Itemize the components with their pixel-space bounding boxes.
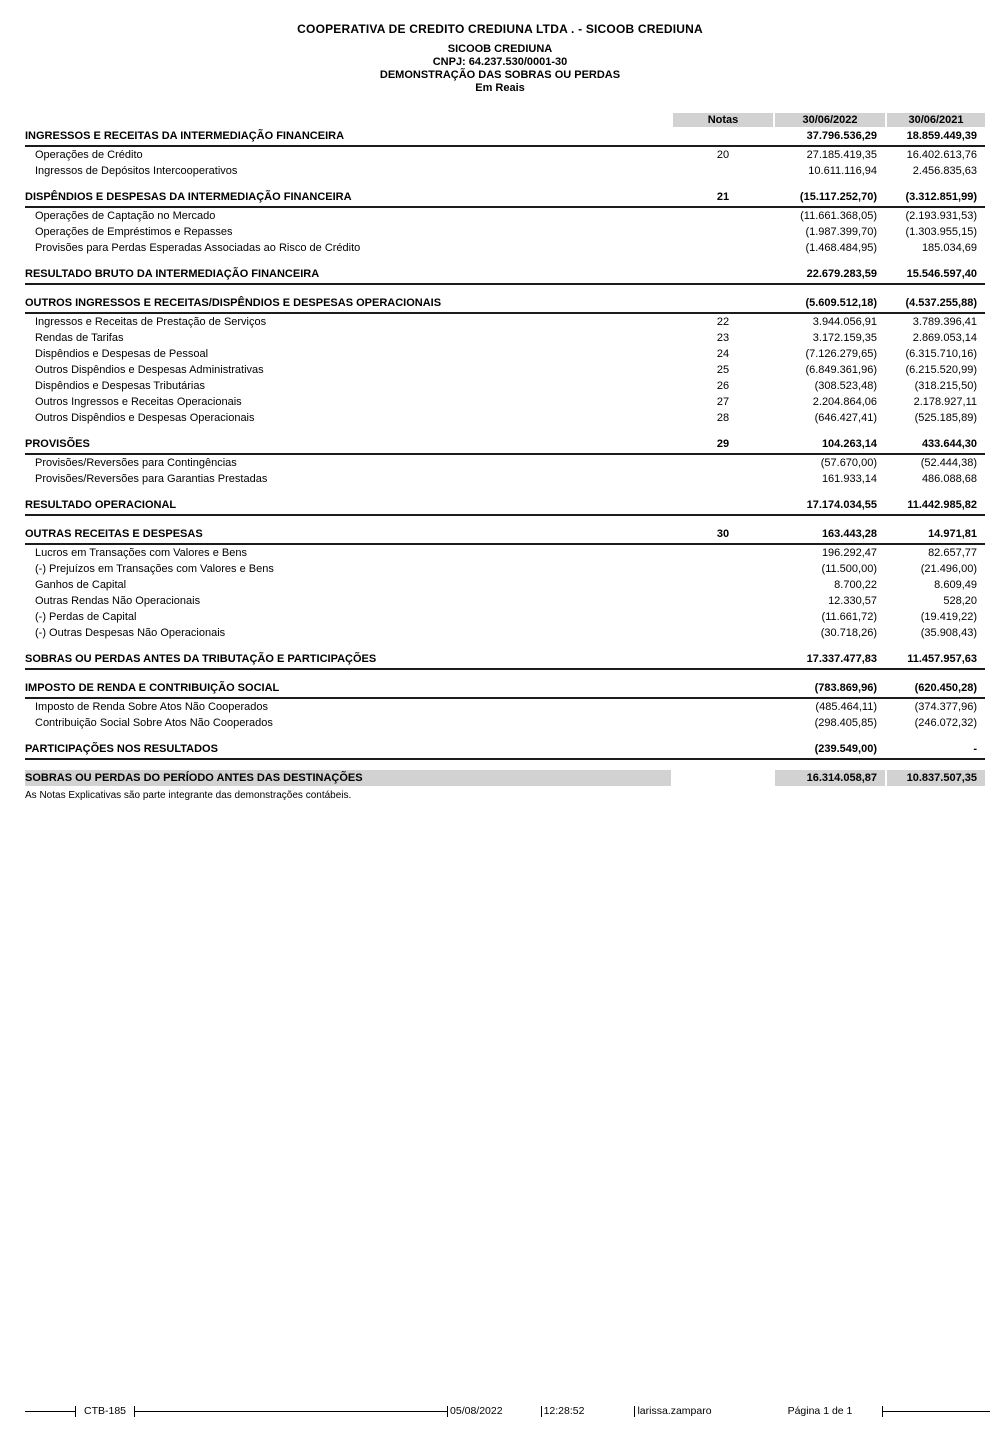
footer-report-code: CTB-185 [84, 1405, 127, 1417]
row-label: OUTROS INGRESSOS E RECEITAS/DISPÊNDIOS E DESPESAS OPERACIONAIS [25, 297, 442, 309]
row-value-2021: (2.193.931,53) [905, 210, 977, 222]
row-nota: 22 [716, 316, 730, 328]
table-row [25, 497, 985, 516]
table-row [25, 593, 985, 609]
row-value-2022: 37.796.536,29 [806, 130, 877, 142]
row-label: Operações de Captação no Mercado [35, 210, 216, 222]
table-row [25, 577, 985, 593]
row-label: IMPOSTO DE RENDA E CONTRIBUIÇÃO SOCIAL [25, 682, 280, 694]
statement-table [25, 111, 985, 801]
table-row [25, 609, 985, 625]
spacer-row [25, 641, 985, 651]
row-label: Operações de Empréstimos e Repasses [35, 226, 233, 238]
table-row [25, 163, 985, 179]
row-value-2021: (52.444,38) [920, 457, 977, 469]
column-header-period-2022: 30/06/2022 [775, 113, 885, 127]
row-value-2022: 17.174.034,55 [806, 499, 877, 511]
spacer-row [25, 426, 985, 436]
row-nota: 30 [716, 528, 730, 540]
company-name: COOPERATIVA DE CREDITO CREDIUNA LTDA . - SICOOB CREDIUNA [297, 22, 703, 36]
footer-rule-left [25, 1411, 75, 1412]
table-row [25, 436, 985, 455]
cnpj-line: CNPJ: 64.237.530/0001-30 [432, 56, 568, 68]
row-label: RESULTADO OPERACIONAL [25, 499, 177, 511]
spacer-row [25, 731, 985, 741]
report-title: DEMONSTRAÇÃO DAS SOBRAS OU PERDAS [379, 69, 621, 81]
row-label: Provisões/Reversões para Garantias Prestadas [35, 473, 268, 485]
row-label: (-) Outras Despesas Não Operacionais [35, 627, 226, 639]
table-row [25, 545, 985, 561]
row-value-2022: 2.204.864,06 [812, 396, 877, 408]
table-row [25, 295, 985, 314]
table-row [25, 455, 985, 471]
row-value-2022: (308.523,48) [814, 380, 877, 392]
footer-rule-middle [135, 1411, 447, 1412]
row-value-2022: (298.405,85) [814, 717, 877, 729]
row-value-2021: (6.215.520,99) [905, 364, 977, 376]
row-value-2022: 161.933,14 [821, 473, 877, 485]
column-header-row [25, 111, 985, 127]
row-label: Ingressos de Depósitos Intercooperativos [35, 165, 238, 177]
row-nota: 24 [716, 348, 730, 360]
row-nota: 28 [716, 412, 730, 424]
row-value-2022: (485.464,11) [815, 701, 877, 713]
row-value-2021: 10.837.507,35 [887, 770, 985, 786]
row-label: Outras Rendas Não Operacionais [35, 595, 201, 607]
table-row [25, 224, 985, 240]
row-value-2022: (15.117.252,70) [799, 191, 877, 203]
row-value-2021: (21.496,00) [920, 563, 977, 575]
row-value-2021: (6.315.710,16) [905, 348, 977, 360]
row-label: Ingressos e Receitas de Prestação de Serviços [35, 316, 267, 328]
row-value-2022: (30.718,26) [820, 627, 877, 639]
spacer-row [25, 670, 985, 680]
row-value-2022: (57.670,00) [820, 457, 877, 469]
row-label: Rendas de Tarifas [35, 332, 124, 344]
row-value-2022: 27.185.419,35 [806, 149, 877, 161]
row-label: (-) Perdas de Capital [35, 611, 137, 623]
footer-date: 05/08/2022 [450, 1405, 503, 1417]
row-label: DISPÊNDIOS E DESPESAS DA INTERMEDIAÇÃO FINANCEIRA [25, 191, 352, 203]
spacer-row [25, 760, 985, 770]
table-row [25, 410, 985, 426]
row-nota: 20 [716, 149, 730, 161]
row-value-2021: (620.450,28) [914, 682, 977, 694]
row-label: Outros Dispêndios e Despesas Administrativas [35, 364, 264, 376]
footer-user: larissa.zamparo [637, 1405, 712, 1417]
row-value-2021: 2.456.835,63 [912, 165, 977, 177]
row-value-2021: 185.034,69 [921, 242, 977, 254]
row-value-2021: 18.859.449,39 [906, 130, 977, 142]
row-value-2021: 8.609,49 [934, 579, 977, 591]
spacer-row [25, 179, 985, 189]
row-value-2022: (646.427,41) [814, 412, 877, 424]
row-value-2021: 3.789.396,41 [912, 316, 977, 328]
row-label: Dispêndios e Despesas de Pessoal [35, 348, 209, 360]
table-row [25, 680, 985, 699]
column-header-notas: Notas [673, 113, 773, 127]
spacer-row [25, 487, 985, 497]
row-value-2021: (318.215,50) [914, 380, 977, 392]
table-row [25, 266, 985, 285]
row-value-2021: (374.377,96) [914, 701, 977, 713]
row-value-2021: 2.178.927,11 [913, 396, 977, 408]
spacer-row [25, 256, 985, 266]
table-row [25, 378, 985, 394]
row-value-2022: 8.700,22 [834, 579, 877, 591]
row-value-2021: 16.402.613,76 [906, 149, 977, 161]
row-label: Provisões para Perdas Esperadas Associadas ao Risco de Crédito [35, 242, 361, 254]
row-value-2021: (19.419,22) [920, 611, 977, 623]
table-row [25, 741, 985, 760]
table-row [25, 189, 985, 208]
row-value-2022: (7.126.279,65) [805, 348, 877, 360]
table-row [25, 128, 985, 147]
currency-note: Em Reais [475, 82, 525, 94]
table-row [25, 699, 985, 715]
table-row [25, 651, 985, 670]
row-value-2022: (1.987.399,70) [805, 226, 877, 238]
row-label: Ganhos de Capital [35, 579, 127, 591]
explanatory-note: As Notas Explicativas são parte integrante das demonstrações contábeis. [25, 790, 352, 801]
spacer-row [25, 516, 985, 526]
row-label: SOBRAS OU PERDAS ANTES DA TRIBUTAÇÃO E PARTICIPAÇÕES [25, 653, 377, 665]
row-value-2022: (11.661,72) [821, 611, 877, 623]
table-row [25, 561, 985, 577]
row-value-2022: (1.468.484,95) [805, 242, 877, 254]
table-row [25, 770, 985, 786]
row-value-2021: (525.185,89) [914, 412, 977, 424]
row-label: Imposto de Renda Sobre Atos Não Cooperados [35, 701, 268, 713]
row-value-2021: (35.908,43) [920, 627, 977, 639]
row-value-2021: (4.537.255,88) [905, 297, 977, 309]
table-row [25, 314, 985, 330]
table-row [25, 240, 985, 256]
report-header [0, 0, 1000, 95]
row-value-2021: (246.072,32) [914, 717, 977, 729]
row-label: PARTICIPAÇÕES NOS RESULTADOS [25, 743, 218, 755]
row-value-2022: 196.292,47 [821, 547, 877, 559]
row-value-2021: (1.303.955,15) [905, 226, 977, 238]
page-footer [25, 1404, 990, 1418]
row-value-2022: 104.263,14 [821, 438, 877, 450]
footer-time: 12:28:52 [543, 1405, 585, 1417]
row-label: Operações de Crédito [35, 149, 143, 161]
column-header-period-2021: 30/06/2021 [887, 113, 985, 127]
row-value-2022: (783.869,96) [814, 682, 877, 694]
row-value-2021: (3.312.851,99) [905, 191, 977, 203]
table-row [25, 526, 985, 545]
row-value-2022: 3.172.159,35 [812, 332, 877, 344]
row-value-2022: 17.337.477,83 [806, 653, 877, 665]
row-label: Provisões/Reversões para Contingências [35, 457, 237, 469]
row-value-2022: 3.944.056,91 [812, 316, 877, 328]
row-label: Contribuição Social Sobre Atos Não Cooperados [35, 717, 273, 729]
row-label: RESULTADO BRUTO DA INTERMEDIAÇÃO FINANCEIRA [25, 268, 320, 280]
spacer-row [25, 285, 985, 295]
row-value-2022: (11.500,00) [821, 563, 877, 575]
row-value-2021: 528,20 [943, 595, 977, 607]
table-row [25, 208, 985, 224]
row-value-2021: 2.869.053,14 [912, 332, 977, 344]
table-row [25, 715, 985, 731]
row-value-2022: (5.609.512,18) [805, 297, 877, 309]
row-nota: 26 [716, 380, 730, 392]
row-label: Outros Ingressos e Receitas Operacionais [35, 396, 242, 408]
table-row [25, 147, 985, 163]
table-row [25, 346, 985, 362]
row-value-2021: 11.442.985,82 [907, 499, 977, 511]
row-value-2021: 14.971,81 [928, 528, 977, 540]
row-value-2021: 433.644,30 [921, 438, 977, 450]
row-label: PROVISÕES [25, 438, 90, 450]
footer-page-number: Página 1 de 1 [787, 1405, 853, 1417]
row-value-2021: 11.457.957,63 [907, 653, 977, 665]
row-label: SOBRAS OU PERDAS DO PERÍODO ANTES DAS DESTINAÇÕES [25, 770, 671, 786]
row-value-2022: (11.661.368,05) [800, 210, 877, 222]
row-value-2022: 10.611.116,94 [808, 165, 877, 177]
table-row [25, 330, 985, 346]
row-value-2021: - [973, 743, 977, 755]
table-row [25, 471, 985, 487]
row-label: Dispêndios e Despesas Tributárias [35, 380, 205, 392]
row-nota: 29 [716, 438, 730, 450]
table-row [25, 625, 985, 641]
row-nota: 21 [716, 191, 730, 203]
row-value-2022: 16.314.058,87 [775, 770, 885, 786]
row-value-2021: 486.088,68 [921, 473, 977, 485]
row-nota: 27 [716, 396, 730, 408]
row-value-2021: 15.546.597,40 [906, 268, 977, 280]
row-value-2022: (6.849.361,96) [805, 364, 877, 376]
row-nota: 23 [716, 332, 730, 344]
row-label: Lucros em Transações com Valores e Bens [35, 547, 247, 559]
row-value-2022: (239.549,00) [814, 743, 877, 755]
row-label: OUTRAS RECEITAS E DESPESAS [25, 528, 203, 540]
table-row [25, 394, 985, 410]
row-nota: 25 [716, 364, 730, 376]
row-label: Outros Dispêndios e Despesas Operacionais [35, 412, 255, 424]
table-row [25, 362, 985, 378]
footer-rule-right [883, 1411, 990, 1412]
row-value-2022: 12.330,57 [828, 595, 877, 607]
institution-name: SICOOB CREDIUNA [447, 43, 553, 55]
table-body [25, 128, 985, 786]
row-label: INGRESSOS E RECEITAS DA INTERMEDIAÇÃO FINANCEIRA [25, 130, 345, 142]
row-value-2022: 163.443,28 [821, 528, 877, 540]
row-value-2021: 82.657,77 [928, 547, 977, 559]
row-value-2022: 22.679.283,59 [806, 268, 877, 280]
row-label: (-) Prejuízos em Transações com Valores e Bens [35, 563, 274, 575]
